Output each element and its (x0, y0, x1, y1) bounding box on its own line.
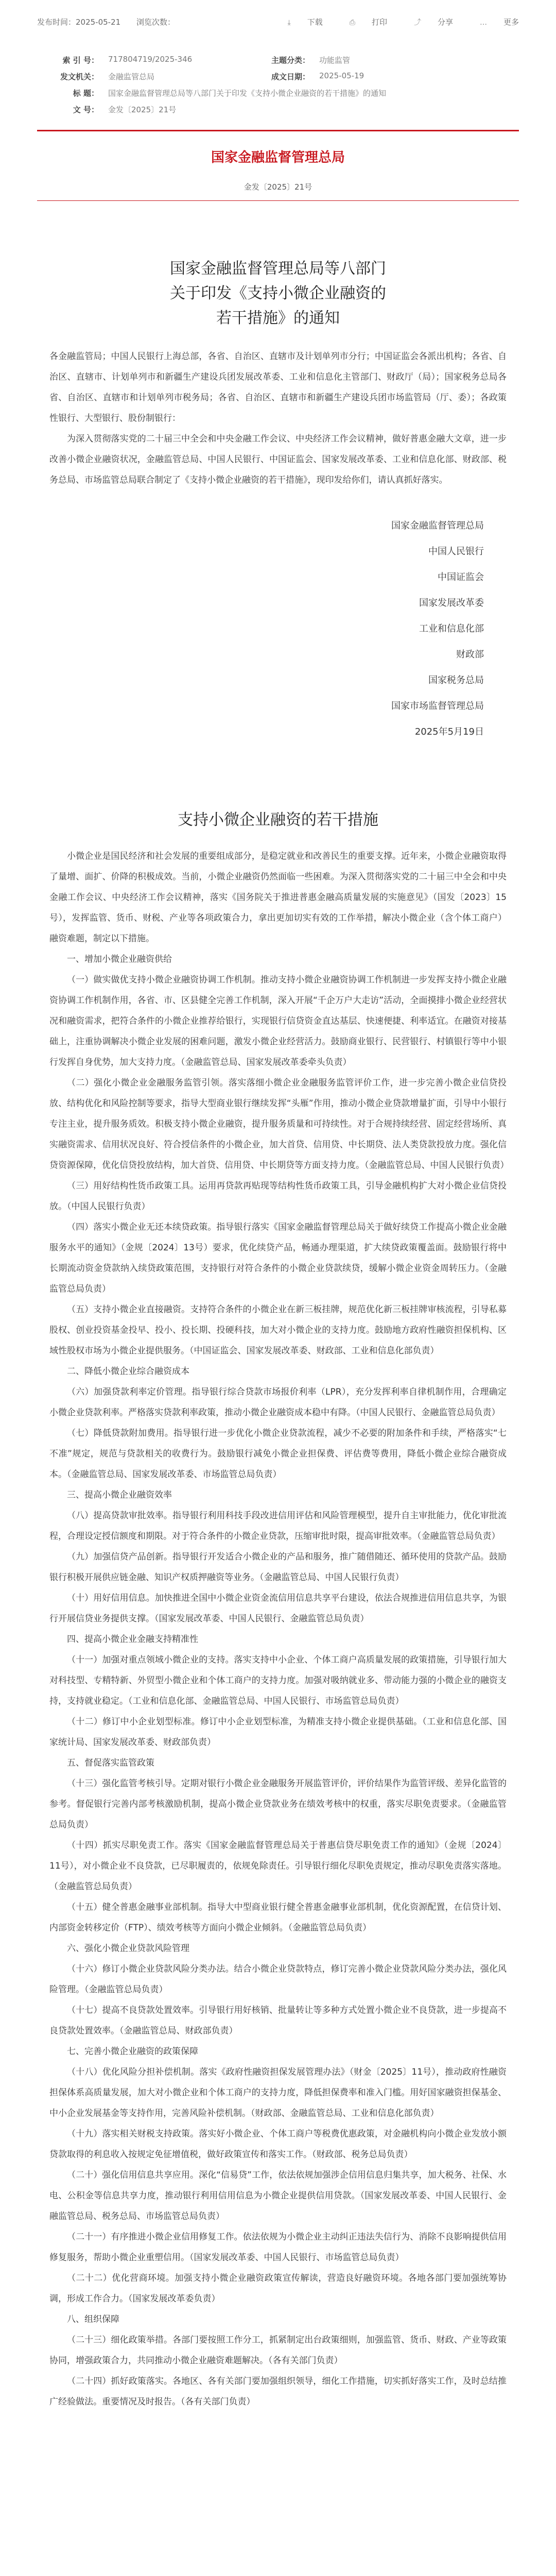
meta-cell (37, 88, 386, 98)
meta-key: 发文机关： (60, 72, 99, 81)
signer-agency: 工业和信息化部 (419, 623, 484, 634)
paragraph: （十九）落实相关财税支持政策。落实好小微企业、个体工商户等税费优惠政策，对金融机构向小微企业发放小额贷款取得的利息收入按规定免征增值税，做好政策宣传和落实工作。（财政部、税务总局负责） (49, 2129, 507, 2160)
print-icon: ⎙ (349, 18, 355, 27)
paragraph: （二十四）抓好政策落实。各地区、各有关部门要加强组织领导，细化工作措施，切实抓好落实工作，及时总结推广经验做法。重要情况及时报告。（各有关部门负责） (49, 2376, 507, 2407)
paragraph: 三、提高小微企业融资效率 (67, 1490, 172, 1500)
meta-value: 2025-05-19 (319, 71, 364, 80)
publish-time: 发布时间：2025-05-21 (37, 17, 121, 27)
meta-value: 717804719/2025-346 (108, 55, 193, 64)
paragraph: （二）强化小微企业金融服务监管引领。落实落细小微企业金融服务监管评价工作，进一步完善小微企业信贷投放、结构优化和风险控制等要求，指导大型商业银行继续发挥“头雁”作用，推动小微企业贷款增量扩面，引导中小银行专注主业，提升服务质效。积极支持小微企业融资，提升服务质量和可持续性。对于合规持续经营、固定经营场所、真实融资需求、信用状况良好、符合授信条件的小微企业，加大首贷、信用贷、中长期贷、法人类贷款投放力度。强化信贷资源保障，优化信贷投放结构，加大首贷、信用贷、中长期贷等方面支持力度。（金融监管总局、中国人民银行负责） (49, 1078, 509, 1171)
meta-key: 标 题： (73, 89, 99, 98)
measures-title: 支持小微企业融资的若干措施 (178, 811, 378, 829)
agency-header: 国家金融监督管理总局 (211, 150, 345, 165)
paragraph: （十一）加强对重点领域小微企业的支持。落实支持中小企业、个体工商户高质量发展的政策措施，引导银行加大对科技型、专精特新、外贸型小微企业和个体工商户的支持力度。加强对吸纳就业多、带动能力强的小微企业的融资支持，支持就业稳定。（工业和信息化部、金融监管总局、中国人民银行、市场监管总局负责） (49, 1655, 507, 1706)
meta-row (37, 104, 556, 115)
paragraph: （八）提高贷款审批效率。指导银行利用科技手段改进信用评估和风险管理模型，提升自主审批能力，优化审批流程，合理设定授信额度和期限。对于符合条件的小微企业贷款，压缩审批时限，提高审批效率。（金融监管总局负责） (49, 1511, 507, 1541)
download-button[interactable] (274, 18, 323, 27)
paragraph: （二十三）细化政策举措。各部门要按照工作分工，抓紧制定出台政策细则，加强监管、货币、财政、产业等政策协同，增强政策合力，共同推动小微企业融资难题解决。（各有关部门负责） (49, 2335, 507, 2366)
signer-agency: 国家税务总局 (428, 675, 484, 686)
paragraph: （十七）提高不良贷款处置效率。引导银行用好核销、批量转让等多种方式处置小微企业不良贷款，进一步提高不良贷款处置效率。（金融监管总局、财政部负责） (49, 2005, 507, 2036)
meta-value: 金发〔2025〕21号 (108, 105, 177, 114)
paragraph: （五）支持小微企业直接融资。支持符合条件的小微企业在新三板挂牌，规范优化新三板挂牌审核流程，引导私募股权、创业投资基金投早、投小、投长期、投硬科技，加大对小微企业的支持力度。鼓励地方政府性融资担保机构、区域性股权市场为小微企业提供服务。（中国证监会、国家发展改革委、财政部、工业和信息化部负责） (49, 1304, 507, 1356)
download-icon: ⤓ (287, 18, 291, 27)
paragraph: （一）做实做优支持小微企业融资协调工作机制。推动支持小微企业融资协调工作机制进一步发挥支持小微企业融资协调工作机制作用，各省、市、区县健全完善工作机制，深入开展“千企万户大走访”活动，全面摸排小微企业经营状况和融资需求，把符合条件的小微企业推荐给银行，实现银行信贷资金直达基层、快速便捷、利率适宜。在融资对接基础上，注重协调解决小微企业发展的困难问题，激发小微企业经营活力。鼓励商业银行、民营银行、村镇银行等中小银行发挥自身优势，加大支持力度。（金融监管总局、国家发展改革委牵头负责） (49, 975, 507, 1067)
paragraph: 六、强化小微企业贷款风险管理 (67, 1943, 189, 1954)
meta-key: 主题分类： (271, 56, 310, 65)
meta-row (37, 71, 556, 82)
signer-agency: 中国人民银行 (428, 546, 484, 557)
signer-agency: 国家市场监督管理总局 (391, 701, 484, 711)
notice-title (49, 257, 507, 331)
signer-agency: 中国证监会 (438, 572, 484, 583)
publish-info (37, 16, 188, 27)
signing-date: 2025年5月19日 (414, 726, 484, 737)
paragraph: 小微企业是国民经济和社会发展的重要组成部分，是稳定就业和改善民生的重要支撑。近年来，小微企业融资取得了量增、面扩、价降的积极成效。当前，小微企业融资仍然面临一些困难。为深入贯彻落实党的二十届三中全会和中央金融工作会议、中央经济工作会议精神，落实《国务院关于推进普惠金融高质量发展的实施意见》（国发〔2023〕15号），发挥监管、货币、财税、产业等各项政策合力，拿出更加切实有效的工作举措，解决小微企业（含个体工商户）融资难题，制定以下措施。 (49, 851, 507, 944)
paragraph: （三）用好结构性货币政策工具。运用再贷款再贴现等结构性货币政策工具，引导金融机构扩大对小微企业信贷投放。（中国人民银行负责） (49, 1181, 507, 1212)
measures-body (49, 846, 507, 2412)
document-metadata (0, 43, 556, 125)
paragraph: （十八）优化风险分担补偿机制。落实《政府性融资担保发展管理办法》（财金〔2025〕11号），推动政府性融资担保体系高质量发展，加大对小微企业和个体工商户的支持力度，降低担保费率和准入门槛。用好国家融资担保基金、中小企业发展基金等支持作用，完善风险补偿机制。（财政部、金融监管总局、工业和信息化部负责） (49, 2067, 507, 2119)
title-line: 若干措施》的通知 (216, 309, 340, 327)
docno-divider (37, 200, 519, 201)
meta-cell (248, 55, 350, 65)
paragraph: 七、完善小微企业融资的政策保障 (67, 2046, 198, 2057)
meta-value: 国家金融监督管理总局等八部门关于印发《支持小微企业融资的若干措施》的通知 (108, 89, 387, 98)
paragraph: 各金融监管局；中国人民银行上海总部，各省、自治区、直辖市及计划单列市分行；中国证监会各派出机构；各省、自治区、直辖市、计划单列市和新疆生产建设兵团发展改革委、工业和信息化主管部门、财政厅（局）；国家税务总局各省、自治区、直辖市和计划单列市税务局；各省、自治区、直辖市和新疆生产建设兵团市场监管局（厅、委）；各政策性银行、大型银行、股份制银行： (49, 351, 507, 423)
document-number: 金发〔2025〕21号 (244, 182, 312, 192)
meta-cell (37, 55, 248, 65)
paragraph: 为深入贯彻落实党的二十届三中全会和中央金融工作会议、中央经济工作会议精神，做好普惠金融大文章，进一步改善小微企业融资状况，金融监管总局、中国人民银行、中国证监会、国家发展改革委、工业和信息化部、财政部、税务总局、市场监管总局联合制定了《支持小微企业融资的若干措施》，现印发给你们，请认真抓好落实。 (49, 434, 507, 485)
share-icon: ⤴ (413, 18, 421, 27)
paragraph: （十二）修订中小企业划型标准。修订中小企业划型标准，为精准支持小微企业提供基础。（工业和信息化部、国家统计局、国家发展改革委、财政部负责） (49, 1717, 507, 1748)
notice-intro (49, 346, 507, 490)
action-label: 下载 (307, 17, 323, 27)
paragraph: （七）降低贷款附加费用。指导银行进一步优化小微企业贷款流程，减少不必要的附加条件和手续，严格落实“七不准”规定，规范与贷款相关的收费行为。鼓励银行减免小微企业担保费、评估费等费用，降低小微企业综合融资成本。（金融监管总局、国家发展改革委、市场监管总局负责） (49, 1428, 507, 1480)
browse-count: 浏览次数： (136, 17, 175, 27)
signer-agency: 国家发展改革委 (419, 598, 484, 608)
action-label: 打印 (371, 17, 387, 27)
paragraph: （二十）强化信用信息共享应用。深化“信易贷”工作，依法依规加强涉企信用信息归集共享，加大税务、社保、水电、公积金等信息共享力度，推动银行利用信用信息为小微企业提供信用贷款。（国家发展改革委、中国人民银行、金融监管总局、税务总局、市场监管总局负责） (49, 2170, 507, 2222)
meta-row (37, 88, 556, 98)
meta-cell (37, 104, 176, 115)
toolbar-actions (261, 16, 519, 27)
print-button[interactable] (336, 18, 387, 27)
meta-key: 成文日期： (271, 72, 310, 81)
signer-agency: 国家金融监督管理总局 (391, 520, 484, 531)
paragraph: 四、提高小微企业金融支持精准性 (67, 1634, 198, 1645)
paragraph: （二十一）有序推进小微企业信用修复工作。依法依规为小微企业主动纠正违法失信行为、消除不良影响提供信用修复服务，帮助小微企业重塑信用。（国家发展改革委、中国人民银行、市场监管总局负责） (49, 2232, 507, 2263)
paragraph: （十四）抓实尽职免责工作。落实《国家金融监督管理总局关于普惠信贷尽职免责工作的通知》（金规〔2024〕11号），对小微企业不良贷款，已尽职履责的，依规免除责任。引导银行细化尽职免责规定，推动尽职免责落实落地。（金融监管总局负责） (49, 1840, 507, 1892)
paragraph: （十）用好信用信息。加快推进全国中小微企业资金流信用信息共享平台建设，依法合规推进信用信息共享，为银行开展信贷业务提供支撑。（国家发展改革委、中国人民银行、金融监管总局负责） (49, 1593, 507, 1624)
paragraph: 一、增加小微企业融资供给 (67, 954, 172, 964)
meta-cell (37, 71, 248, 82)
paragraph: （十五）健全普惠金融事业部机制。指导大中型商业银行健全普惠金融事业部机制，优化资源配置，在信贷计划、内部资金转移定价（FTP）、绩效考核等方面向小微企业倾斜。（金融监管总局负责） (49, 1902, 507, 1933)
meta-key: 索 引 号： (62, 56, 99, 65)
header-divider (37, 130, 519, 131)
meta-row (37, 55, 556, 65)
more-icon: … (479, 18, 487, 27)
meta-cell (248, 71, 364, 82)
top-bar (0, 0, 556, 43)
share-button[interactable] (401, 18, 453, 27)
title-line: 国家金融监督管理总局等八部门 (170, 260, 386, 278)
title-line: 关于印发《支持小微企业融资的 (170, 284, 386, 302)
paragraph: （十三）强化监管考核引导。定期对银行小微企业金融服务开展监管评价，评价结果作为监管评级、差异化监管的参考。督促银行完善内部考核激励机制，提高小微企业贷款业务在绩效考核中的权重，落实尽职免责要求。（金融监管总局负责） (49, 1778, 507, 1830)
meta-value: 功能监管 (319, 56, 351, 65)
meta-key: 文 号： (73, 105, 99, 114)
paragraph: （四）落实小微企业无还本续贷政策。指导银行落实《国家金融监督管理总局关于做好续贷工作提高小微企业金融服务水平的通知》（金规〔2024〕13号）要求，优化续贷产品，畅通办理渠道，扩大续贷政策覆盖面。鼓励银行将中长期流动资金贷款纳入续贷政策范围，支持银行对符合条件的小微企业贷款续贷，缓解小微企业资金周转压力。（金融监管总局负责） (49, 1222, 507, 1294)
meta-value: 金融监管总局 (108, 72, 155, 81)
signing-agencies (49, 513, 507, 745)
more-button[interactable] (466, 18, 519, 27)
signer-agency: 财政部 (456, 649, 484, 660)
paragraph: 五、督促落实监管政策 (67, 1758, 154, 1768)
paragraph: （十六）修订小微企业贷款风险分类办法。结合小微企业贷款特点，修订完善小微企业贷款风险分类办法，强化风险管理。（金融监管总局负责） (49, 1964, 507, 1995)
paragraph: （九）加强信贷产品创新。指导银行开发适合小微企业的产品和服务，推广随借随还、循环使用的贷款产品。鼓励银行积极开展供应链金融、知识产权质押融资等业务。（金融监管总局、中国人民银行负责） (49, 1552, 507, 1583)
paragraph: （六）加强贷款利率定价管理。指导银行综合贷款市场报价利率（LPR），充分发挥利率自律机制作用，合理确定小微企业贷款利率。严格落实贷款利率政策，推动小微企业融资成本稳中有降。（中国人民银行、金融监管总局负责） (49, 1387, 507, 1418)
paragraph: 二、降低小微企业综合融资成本 (67, 1366, 189, 1377)
document-body (0, 257, 556, 2412)
action-label: 分享 (437, 17, 453, 27)
paragraph: 八、组织保障 (67, 2314, 119, 2325)
action-label: 更多 (503, 17, 519, 27)
paragraph: （二十二）优化营商环境。加强支持小微企业融资政策宣传解读，营造良好融资环境。各地各部门要加强统筹协调，形成工作合力。（国家发展改革委负责） (49, 2273, 507, 2304)
